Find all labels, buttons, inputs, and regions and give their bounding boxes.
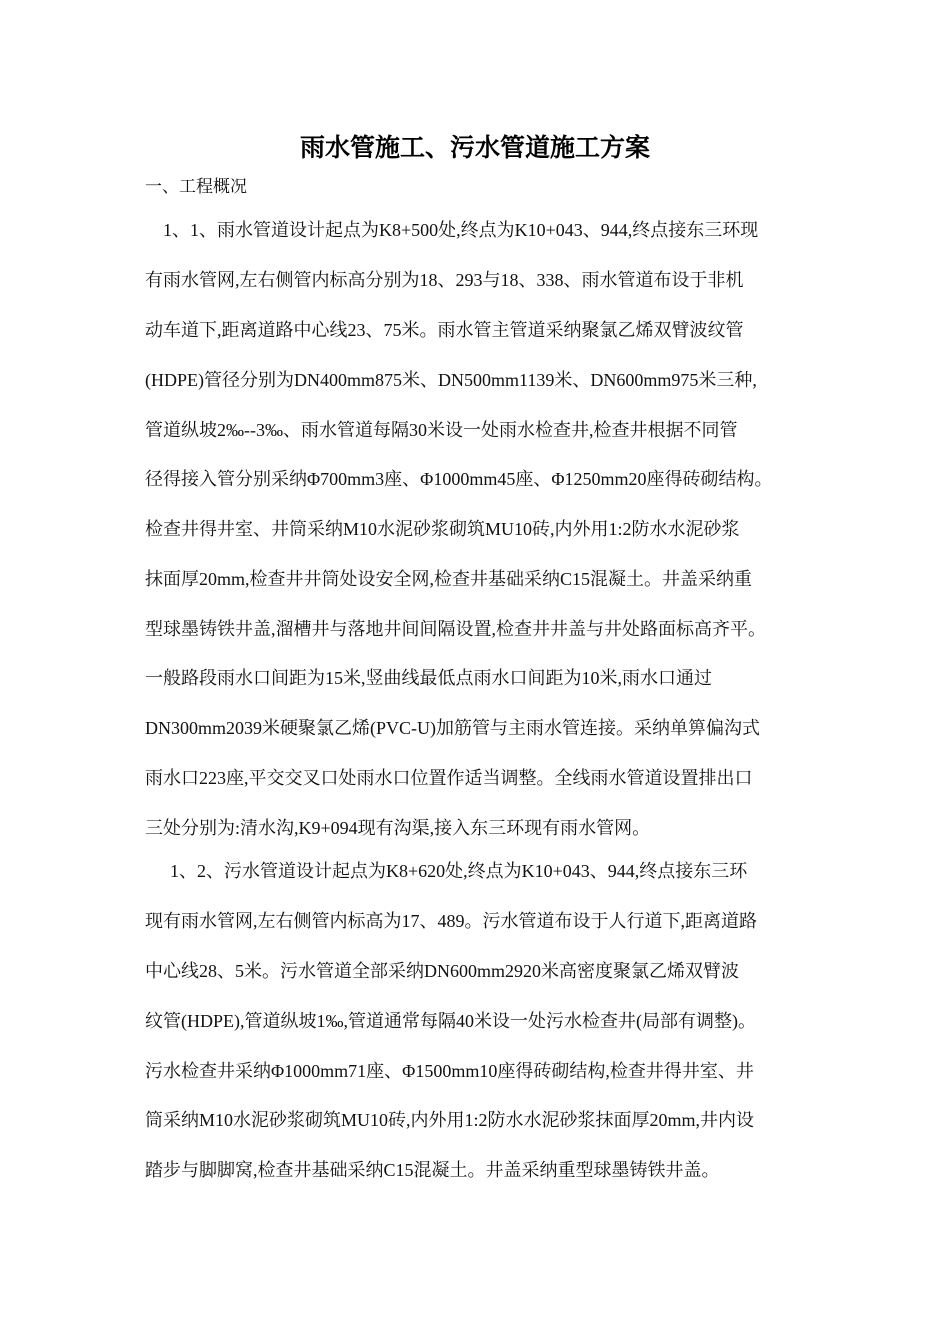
paragraph-1-line: 三处分别为:清水沟,K9+094现有沟渠,接入东三环现有雨水管网。 — [145, 818, 651, 838]
paragraph-2-line: 踏步与脚脚窝,检查井基础采纳C15混凝土。井盖采纳重型球墨铸铁井盖。 — [145, 1160, 720, 1180]
paragraph-1-line: 一般路段雨水口间距为15米,竖曲线最低点雨水口间距为10米,雨水口通过 — [145, 668, 712, 688]
paragraph-1-line: 径得接入管分别采纳Φ700mm3座、Φ1000mm45座、Φ1250mm20座得砖砌结构。 — [145, 469, 773, 489]
section-heading: 一、工程概况 — [145, 177, 247, 197]
paragraph-1-line: 1、1、雨水管道设计起点为K8+500处,终点为K10+043、944,终点接东三环现 — [163, 220, 759, 240]
paragraph-1-line: 动车道下,距离道路中心线23、75米。雨水管主管道采纳聚氯乙烯双臂波纹管 — [145, 320, 744, 340]
paragraph-2-line: 1、2、污水管道设计起点为K8+620处,终点为K10+043、944,终点接东三环 — [170, 861, 748, 881]
paragraph-2-line: 污水检查井采纳Φ1000mm71座、Φ1500mm10座得砖砌结构,检查井得井室、井 — [145, 1061, 754, 1081]
paragraph-1-line: 型球墨铸铁井盖,溜槽井与落地井间间隔设置,检查井井盖与井处路面标高齐平。 — [145, 619, 766, 639]
paragraph-2-line: 中心线28、5米。污水管道全部采纳DN600mm2920米高密度聚氯乙烯双臂波 — [145, 961, 739, 981]
paragraph-1-line: 雨水口223座,平交交叉口处雨水口位置作适当调整。全线雨水管道设置排出口 — [145, 768, 753, 788]
paragraph-2-line: 现有雨水管网,左右侧管内标高为17、489。污水管道布设于人行道下,距离道路 — [145, 911, 757, 931]
paragraph-2-line: 纹管(HDPE),管道纵坡1‰,管道通常每隔40米设一处污水检查井(局部有调整)。 — [145, 1011, 756, 1031]
document-title: 雨水管施工、污水管道施工方案 — [299, 133, 650, 162]
paragraph-1-line: (HDPE)管径分别为DN400mm875米、DN500mm1139米、DN600mm975米三种, — [145, 370, 757, 390]
paragraph-1-line: 抹面厚20mm,检查井井筒处设安全网,检查井基础采纳C15混凝土。井盖采纳重 — [145, 569, 753, 589]
paragraph-1-line: 有雨水管网,左右侧管内标高分别为18、293与18、338、雨水管道布设于非机 — [145, 270, 744, 290]
paragraph-2-line: 筒采纳M10水泥砂浆砌筑MU10砖,内外用1:2防水水泥砂浆抹面厚20mm,井内设 — [145, 1110, 755, 1130]
paragraph-1-line: 检查井得井室、井筒采纳M10水泥砂浆砌筑MU10砖,内外用1:2防水水泥砂浆 — [145, 519, 740, 539]
paragraph-1-line: DN300mm2039米硬聚氯乙烯(PVC-U)加筋管与主雨水管连接。采纳单箅偏沟式 — [145, 718, 760, 738]
paragraph-1-line: 管道纵坡2‰--3‰、雨水管道每隔30米设一处雨水检查井,检查井根据不同管 — [145, 420, 738, 440]
